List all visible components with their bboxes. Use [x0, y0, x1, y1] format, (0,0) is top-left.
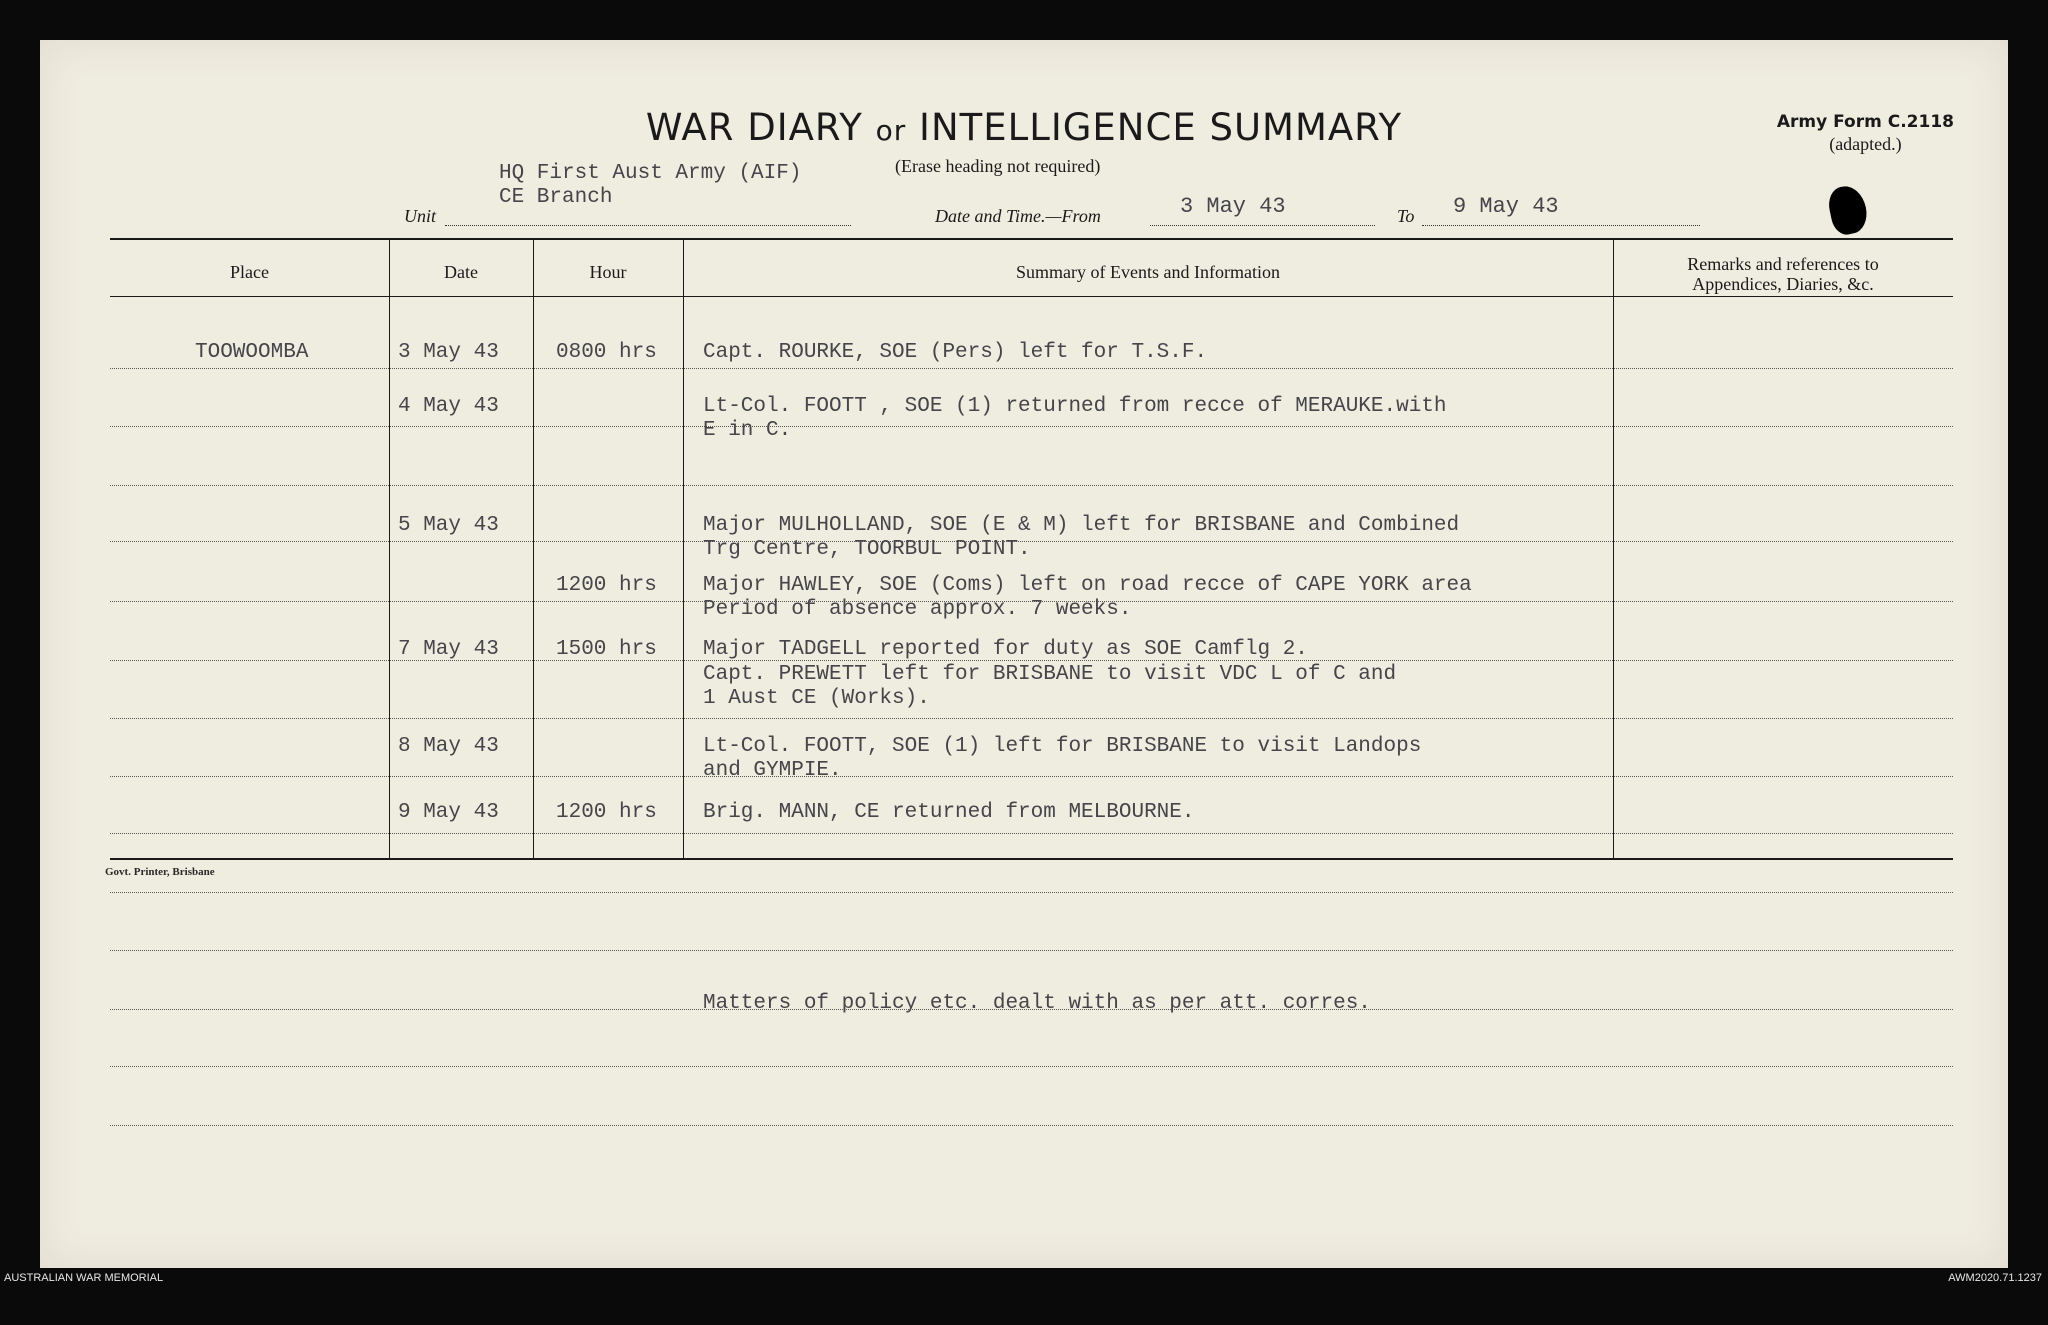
- entry-summary-line1: Matters of policy etc. dealt with as per att. corres.: [703, 992, 1371, 1015]
- entry-date: 5 May 43: [398, 514, 499, 537]
- to-date-value: 9 May 43: [1453, 194, 1559, 219]
- ruled-line: [110, 833, 1953, 834]
- table-header-rule: [110, 296, 1953, 297]
- ruled-line: [110, 485, 1953, 486]
- entry-summary-line1: Capt. PREWETT left for BRISBANE to visit VDC L of C and: [703, 663, 1397, 686]
- entry-date: 9 May 43: [398, 801, 499, 824]
- header-hour: Hour: [589, 262, 627, 282]
- punch-hole: [1825, 183, 1870, 237]
- caption-left: AUSTRALIAN WAR MEMORIAL: [4, 1272, 164, 1284]
- entry-date: 7 May 43: [398, 638, 499, 661]
- entry-summary-line2: E in C.: [703, 419, 792, 442]
- unit-value-line1: HQ First Aust Army (AIF): [499, 162, 802, 185]
- ruled-line: [110, 776, 1953, 777]
- entry-summary-line2: Period of absence approx. 7 weeks.: [703, 598, 1132, 621]
- header-remarks-line2: Appendices, Diaries, &c.: [1692, 274, 1874, 294]
- from-date-value: 3 May 43: [1180, 194, 1286, 219]
- erase-heading-note: (Erase heading not required): [895, 156, 1101, 176]
- header-place: Place: [230, 262, 269, 282]
- ruled-line: [110, 541, 1953, 542]
- table-top-rule: [110, 238, 1953, 240]
- ruled-line: [110, 368, 1953, 369]
- header-date: Date: [444, 262, 478, 282]
- entry-hour: 1500 hrs: [556, 638, 657, 661]
- ruled-line: [110, 1125, 1953, 1126]
- ruled-line: [110, 950, 1953, 951]
- entry-summary-line1: Brig. MANN, CE returned from MELBOURNE.: [703, 801, 1195, 824]
- header-summary: Summary of Events and Information: [1016, 262, 1280, 282]
- ruled-line: [110, 426, 1953, 427]
- column-divider-date-hour: [533, 238, 534, 860]
- title-or: or: [875, 114, 907, 147]
- caption-right: AWM2020.71.1237: [1948, 1272, 2042, 1284]
- entry-summary-line1: Lt-Col. FOOTT, SOE (1) left for BRISBANE to visit Landops: [703, 735, 1422, 758]
- header-remarks: [1613, 254, 1953, 294]
- entry-date: 4 May 43: [398, 395, 499, 418]
- entry-summary-line2: and GYMPIE.: [703, 759, 842, 782]
- entry-summary-line1: Lt-Col. FOOTT , SOE (1) returned from recce of MERAUKE.with: [703, 395, 1447, 418]
- entry-place: TOOWOOMBA: [195, 341, 309, 364]
- title-intelligence-summary: INTELLIGENCE SUMMARY: [919, 106, 1403, 149]
- entry-summary-line2: 1 Aust CE (Works).: [703, 687, 930, 710]
- form-title: [40, 106, 2008, 149]
- form-number: Army Form C.2118: [1776, 112, 1954, 132]
- unit-dotted-line: [445, 225, 851, 226]
- war-diary-form: [40, 40, 2008, 1268]
- header-remarks-line1: Remarks and references to: [1687, 254, 1879, 274]
- entry-summary-line1: Major MULHOLLAND, SOE (E & M) left for BRISBANE and Combined: [703, 514, 1460, 537]
- ruled-line: [110, 892, 1953, 893]
- entry-summary-line1: Capt. ROURKE, SOE (Pers) left for T.S.F.: [703, 341, 1208, 364]
- entry-hour: 0800 hrs: [556, 341, 657, 364]
- ruled-line: [110, 1066, 1953, 1067]
- date-time-from-label: Date and Time.—From: [935, 206, 1101, 226]
- entry-summary-line2: Trg Centre, TOORBUL POINT.: [703, 538, 1031, 561]
- unit-value-line2: CE Branch: [499, 186, 613, 209]
- ruled-line: [110, 718, 1953, 719]
- entry-hour: 1200 hrs: [556, 574, 657, 597]
- form-number-block: [1777, 112, 1954, 155]
- form-adapted: (adapted.): [1829, 134, 1902, 154]
- column-divider-hour-summary: [683, 238, 684, 860]
- column-divider-place-date: [389, 238, 390, 860]
- entry-date: 8 May 43: [398, 735, 499, 758]
- column-divider-summary-remarks: [1613, 238, 1614, 860]
- entry-date: 3 May 43: [398, 341, 499, 364]
- table-bottom-rule: [110, 858, 1953, 860]
- entry-summary-line1: Major TADGELL reported for duty as SOE Camflg 2.: [703, 638, 1308, 661]
- printer-imprint: Govt. Printer, Brisbane: [105, 866, 215, 878]
- from-dotted-line: [1150, 225, 1375, 226]
- to-label: To: [1397, 206, 1415, 226]
- entry-summary-line1: Major HAWLEY, SOE (Coms) left on road recce of CAPE YORK area: [703, 574, 1472, 597]
- to-dotted-line: [1422, 225, 1700, 226]
- entry-hour: 1200 hrs: [556, 801, 657, 824]
- unit-label: Unit: [404, 206, 437, 226]
- title-war-diary: WAR DIARY: [645, 106, 863, 149]
